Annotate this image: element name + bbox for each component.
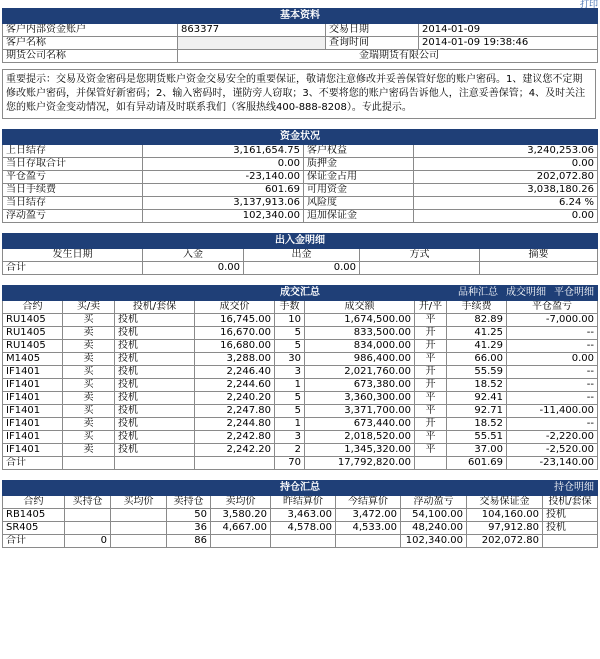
trades-total-lots: 70 <box>275 457 305 470</box>
trade-cell: 10 <box>275 314 305 327</box>
inout-header: 出金 <box>244 249 360 262</box>
trade-cell: IF1401 <box>3 418 63 431</box>
positions-table <box>2 480 598 548</box>
positions-header: 合约 <box>3 496 65 509</box>
trade-cell: 买 <box>63 405 115 418</box>
empty-cell <box>111 535 167 548</box>
positions-header: 买均价 <box>111 496 167 509</box>
trade-cell: 投机 <box>115 405 195 418</box>
trade-cell: 投机 <box>115 418 195 431</box>
position-row <box>3 522 598 535</box>
trade-cell: 投机 <box>115 392 195 405</box>
position-cell: 4,533.00 <box>336 522 401 535</box>
position-cell: 48,240.00 <box>401 522 467 535</box>
funds-label: 上日结存 <box>3 145 143 158</box>
funds-value: 3,137,913.06 <box>143 197 304 210</box>
positions-header: 投机/套保 <box>543 496 598 509</box>
trades-table <box>2 285 598 470</box>
funds-value: 6.24 % <box>414 197 598 210</box>
trade-cell: 买 <box>63 366 115 379</box>
empty-cell <box>211 535 271 548</box>
funds-table <box>2 129 598 223</box>
trade-cell: 37.00 <box>447 444 507 457</box>
trade-cell: 开 <box>415 366 447 379</box>
trade-cell: 2,247.80 <box>195 405 275 418</box>
trade-cell: 卖 <box>63 392 115 405</box>
trade-cell: -- <box>507 392 598 405</box>
funds-label: 客户权益 <box>304 145 414 158</box>
trade-cell: 投机 <box>115 327 195 340</box>
trade-cell: 投机 <box>115 431 195 444</box>
trade-cell: 82.89 <box>447 314 507 327</box>
trades-header: 手数 <box>275 301 305 314</box>
trade-cell: 投机 <box>115 366 195 379</box>
query-time-label: 查询时间 <box>326 37 419 50</box>
trade-cell: 5 <box>275 327 305 340</box>
positions-total-pnl: 102,340.00 <box>401 535 467 548</box>
trade-cell: -- <box>507 379 598 392</box>
position-cell: 3,463.00 <box>271 509 336 522</box>
trade-cell: RU1405 <box>3 327 63 340</box>
position-cell: SR405 <box>3 522 65 535</box>
inout-total-out: 0.00 <box>244 262 360 275</box>
funds-value: 102,340.00 <box>143 210 304 223</box>
trade-cell: 买 <box>63 314 115 327</box>
funds-label: 可用资金 <box>304 184 414 197</box>
trade-cell: 2 <box>275 444 305 457</box>
trades-header: 平仓盈亏 <box>507 301 598 314</box>
position-cell: 54,100.00 <box>401 509 467 522</box>
trade-row <box>3 340 598 353</box>
trades-header: 成交额 <box>305 301 415 314</box>
trades-title-bar <box>3 286 598 301</box>
empty-cell <box>543 535 598 548</box>
trade-cell: 92.71 <box>447 405 507 418</box>
position-cell <box>111 522 167 535</box>
trade-cell: IF1401 <box>3 392 63 405</box>
empty-cell <box>415 457 447 470</box>
company-value: 金瑞期货有限公司 <box>178 50 598 63</box>
trade-cell: IF1401 <box>3 379 63 392</box>
trade-cell: 平 <box>415 405 447 418</box>
trade-cell: IF1401 <box>3 444 63 457</box>
trade-cell: 投机 <box>115 444 195 457</box>
positions-total-margin: 202,072.80 <box>467 535 543 548</box>
empty-cell <box>63 457 115 470</box>
trade-cell: 16,745.00 <box>195 314 275 327</box>
inout-header: 摘要 <box>480 249 598 262</box>
trade-cell: 卖 <box>63 418 115 431</box>
query-time-value: 2014-01-09 19:38:46 <box>419 37 598 50</box>
trade-cell: RU1405 <box>3 314 63 327</box>
trade-cell: IF1401 <box>3 431 63 444</box>
trade-cell: -7,000.00 <box>507 314 598 327</box>
funds-label: 质押金 <box>304 158 414 171</box>
position-cell: 50 <box>167 509 211 522</box>
position-row <box>3 509 598 522</box>
basic-info-title: 基本资料 <box>3 9 598 24</box>
trade-cell: 673,380.00 <box>305 379 415 392</box>
funds-value: 3,038,180.26 <box>414 184 598 197</box>
trade-cell: 买 <box>63 431 115 444</box>
funds-value: 0.00 <box>143 158 304 171</box>
funds-label: 平仓盈亏 <box>3 171 143 184</box>
trade-cell: 2,246.40 <box>195 366 275 379</box>
trade-row <box>3 327 598 340</box>
trade-cell: 卖 <box>63 444 115 457</box>
trades-header: 合约 <box>3 301 63 314</box>
trade-cell: 卖 <box>63 327 115 340</box>
inout-header: 发生日期 <box>3 249 143 262</box>
trade-cell: 平 <box>415 431 447 444</box>
trade-cell: 1,674,500.00 <box>305 314 415 327</box>
trade-cell: 开 <box>415 340 447 353</box>
trades-total-label: 合计 <box>3 457 63 470</box>
funds-value: -23,140.00 <box>143 171 304 184</box>
trade-cell: 平 <box>415 353 447 366</box>
inout-title: 出入金明细 <box>3 234 598 249</box>
funds-value: 202,072.80 <box>414 171 598 184</box>
empty-cell <box>115 457 195 470</box>
account-label: 客户内部资金账户 <box>3 24 178 37</box>
trade-cell: IF1401 <box>3 405 63 418</box>
inout-table <box>2 233 598 275</box>
trade-date-label: 交易日期 <box>326 24 419 37</box>
positions-header: 买持仓 <box>65 496 111 509</box>
trade-cell: 2,021,760.00 <box>305 366 415 379</box>
trade-cell: 2,242.80 <box>195 431 275 444</box>
trades-header: 投机/套保 <box>115 301 195 314</box>
trades-header: 买/卖 <box>63 301 115 314</box>
funds-value: 0.00 <box>414 158 598 171</box>
funds-label: 当日手续费 <box>3 184 143 197</box>
trade-cell: 平 <box>415 392 447 405</box>
trade-cell: 开 <box>415 379 447 392</box>
inout-total-in: 0.00 <box>143 262 244 275</box>
trade-cell: 16,680.00 <box>195 340 275 353</box>
trade-cell: 55.51 <box>447 431 507 444</box>
trade-cell: IF1401 <box>3 366 63 379</box>
position-cell: 投机 <box>543 509 598 522</box>
positions-title: 持仓汇总 <box>280 482 320 493</box>
trades-header: 开/平 <box>415 301 447 314</box>
account-value: 863377 <box>178 24 326 37</box>
trade-cell: 投机 <box>115 340 195 353</box>
summary-by-product-link[interactable]: 品种汇总 <box>458 287 498 298</box>
trade-date-value: 2014-01-09 <box>419 24 598 37</box>
position-cell: 3,580.20 <box>211 509 271 522</box>
trade-cell: 834,000.00 <box>305 340 415 353</box>
trade-cell: 3,371,700.00 <box>305 405 415 418</box>
trade-cell: 买 <box>63 379 115 392</box>
position-cell <box>65 509 111 522</box>
position-cell: 4,667.00 <box>211 522 271 535</box>
trade-row <box>3 418 598 431</box>
trades-total-fee: 601.69 <box>447 457 507 470</box>
trades-total-pnl: -23,140.00 <box>507 457 598 470</box>
funds-label: 浮动盈亏 <box>3 210 143 223</box>
trade-cell: 16,670.00 <box>195 327 275 340</box>
trade-detail-link[interactable]: 成交明细 <box>506 287 546 298</box>
funds-value: 3,161,654.75 <box>143 145 304 158</box>
trade-cell: 1,345,320.00 <box>305 444 415 457</box>
trade-row <box>3 379 598 392</box>
funds-label: 当日存取合计 <box>3 158 143 171</box>
trades-header: 手续费 <box>447 301 507 314</box>
trades-total-amount: 17,792,820.00 <box>305 457 415 470</box>
funds-label: 追加保证金 <box>304 210 414 223</box>
positions-header: 昨结算价 <box>271 496 336 509</box>
important-notice: 重要提示：交易及资金密码是您期货账户资金交易安全的重要保证，敬请您注意修改并妥善保管好您的账户密码。1、建议您不定期修改账户密码，并保管好新密码；2、输入密码时，谨防旁人窃取；3、不要将您的账户密码告诉他人，注意妥善保管；4、及时关注您的账户资金变动情况，如有异动请及时联系我们（客服热线400-888-8208）。专此提示。 <box>2 69 596 119</box>
trade-cell: 2,018,520.00 <box>305 431 415 444</box>
trade-cell: 3 <box>275 431 305 444</box>
trade-row <box>3 366 598 379</box>
trade-cell: 18.52 <box>447 418 507 431</box>
trade-cell: 平 <box>415 444 447 457</box>
position-cell: RB1405 <box>3 509 65 522</box>
trade-cell: -- <box>507 366 598 379</box>
trade-cell: 3,360,300.00 <box>305 392 415 405</box>
trade-cell: 833,500.00 <box>305 327 415 340</box>
positions-title-bar <box>3 481 598 496</box>
trade-cell: 2,242.20 <box>195 444 275 457</box>
inout-total-method <box>360 262 480 275</box>
position-cell <box>111 509 167 522</box>
positions-total-label: 合计 <box>3 535 65 548</box>
position-detail-link[interactable]: 持仓明细 <box>554 482 594 493</box>
trade-row <box>3 405 598 418</box>
trade-cell: 卖 <box>63 353 115 366</box>
position-cell: 97,912.80 <box>467 522 543 535</box>
trade-cell: 平 <box>415 314 447 327</box>
positions-total-sell: 86 <box>167 535 211 548</box>
funds-label: 保证金占用 <box>304 171 414 184</box>
trade-row <box>3 444 598 457</box>
inout-header: 方式 <box>360 249 480 262</box>
trade-cell: M1405 <box>3 353 63 366</box>
trade-cell: 30 <box>275 353 305 366</box>
company-label: 期货公司名称 <box>3 50 178 63</box>
empty-cell <box>336 535 401 548</box>
trade-cell: 1 <box>275 379 305 392</box>
trade-cell: -11,400.00 <box>507 405 598 418</box>
trade-row <box>3 314 598 327</box>
trade-cell: 92.41 <box>447 392 507 405</box>
customer-name-label: 客户名称 <box>3 37 178 50</box>
inout-total-summary <box>480 262 598 275</box>
basic-info-table <box>2 8 598 63</box>
trade-cell: 投机 <box>115 379 195 392</box>
trade-cell: 66.00 <box>447 353 507 366</box>
trade-cell: -- <box>507 327 598 340</box>
trade-cell: 41.29 <box>447 340 507 353</box>
trade-row <box>3 392 598 405</box>
position-cell: 36 <box>167 522 211 535</box>
trade-cell: 投机 <box>115 314 195 327</box>
positions-header: 卖持仓 <box>167 496 211 509</box>
trade-cell: RU1405 <box>3 340 63 353</box>
customer-name-value <box>178 37 326 50</box>
position-cell: 4,578.00 <box>271 522 336 535</box>
funds-value: 3,240,253.06 <box>414 145 598 158</box>
position-cell: 104,160.00 <box>467 509 543 522</box>
trade-cell: 18.52 <box>447 379 507 392</box>
trade-cell: 0.00 <box>507 353 598 366</box>
trade-cell: 开 <box>415 418 447 431</box>
trade-cell: -- <box>507 418 598 431</box>
empty-cell <box>195 457 275 470</box>
trade-cell: 卖 <box>63 340 115 353</box>
funds-label: 风险度 <box>304 197 414 210</box>
trade-cell: 3 <box>275 366 305 379</box>
trade-cell: 5 <box>275 392 305 405</box>
positions-header: 浮动盈亏 <box>401 496 467 509</box>
print-link[interactable]: 打印 <box>579 0 598 10</box>
positions-header: 交易保证金 <box>467 496 543 509</box>
positions-total-buy: 0 <box>65 535 111 548</box>
trade-cell: 2,244.80 <box>195 418 275 431</box>
position-cell: 投机 <box>543 522 598 535</box>
close-detail-link[interactable]: 平仓明细 <box>554 287 594 298</box>
trade-cell: -- <box>507 340 598 353</box>
inout-header: 入金 <box>143 249 244 262</box>
trade-cell: 41.25 <box>447 327 507 340</box>
trade-cell: 2,240.20 <box>195 392 275 405</box>
empty-cell <box>271 535 336 548</box>
trade-cell: 55.59 <box>447 366 507 379</box>
trade-cell: 673,440.00 <box>305 418 415 431</box>
trade-row <box>3 353 598 366</box>
inout-total-label: 合计 <box>3 262 143 275</box>
trades-header: 成交价 <box>195 301 275 314</box>
trade-cell: 3,288.00 <box>195 353 275 366</box>
trade-row <box>3 431 598 444</box>
trade-cell: 投机 <box>115 353 195 366</box>
trade-cell: -2,220.00 <box>507 431 598 444</box>
funds-value: 601.69 <box>143 184 304 197</box>
trade-cell: 1 <box>275 418 305 431</box>
funds-value: 0.00 <box>414 210 598 223</box>
funds-title: 资金状况 <box>3 130 598 145</box>
trade-cell: 2,244.60 <box>195 379 275 392</box>
trades-title: 成交汇总 <box>280 287 320 298</box>
trade-cell: 5 <box>275 340 305 353</box>
position-cell: 3,472.00 <box>336 509 401 522</box>
funds-label: 当日结存 <box>3 197 143 210</box>
trade-cell: -2,520.00 <box>507 444 598 457</box>
positions-header: 今结算价 <box>336 496 401 509</box>
trade-cell: 986,400.00 <box>305 353 415 366</box>
trade-cell: 开 <box>415 327 447 340</box>
positions-header: 卖均价 <box>211 496 271 509</box>
position-cell <box>65 522 111 535</box>
trade-cell: 5 <box>275 405 305 418</box>
